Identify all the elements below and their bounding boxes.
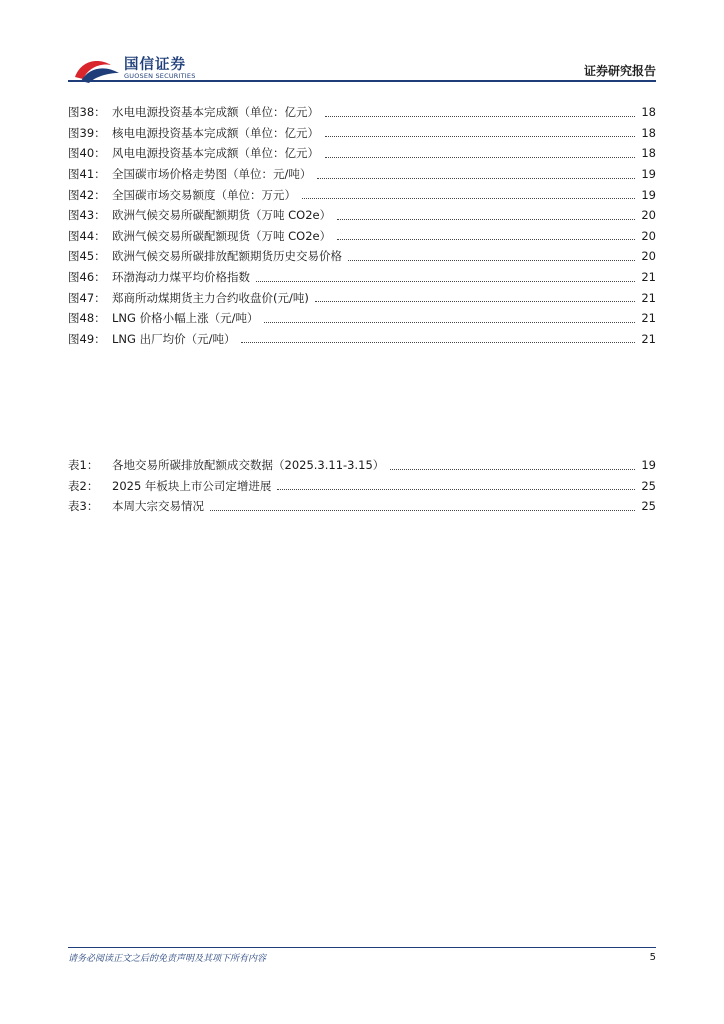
toc-label: 图44：: [68, 228, 106, 243]
toc-leader: [325, 135, 635, 137]
toc-entry-fig47[interactable]: [68, 287, 656, 308]
toc-leader: [315, 300, 636, 302]
toc-page-number: 18: [641, 125, 656, 140]
logo-english-name: GUOSEN SECURITIES: [124, 72, 196, 80]
toc-page-number: 20: [641, 249, 656, 264]
toc-leader: [325, 156, 635, 158]
toc-leader: [337, 238, 635, 240]
toc-label: 图49：: [68, 331, 106, 346]
toc-leader: [325, 115, 635, 117]
toc-page-number: 21: [641, 311, 656, 326]
toc-entry-table2[interactable]: [68, 476, 656, 497]
toc-title: 2025 年板块上市公司定增进展: [112, 478, 272, 493]
table-list: [68, 455, 656, 517]
toc-entry-fig45[interactable]: [68, 246, 656, 267]
toc-label: 图47：: [68, 290, 106, 305]
toc-leader: [317, 177, 635, 179]
toc-title: 欧洲气候交易所碳配额期货（万吨 CO2e）: [112, 208, 332, 223]
toc-label: 图46：: [68, 270, 106, 285]
toc-title: 全国碳市场价格走势图（单位：元/吨）: [112, 167, 312, 182]
toc-label: 图38：: [68, 105, 106, 120]
toc-title: LNG 出厂均价（元/吨）: [112, 331, 236, 346]
toc-entry-fig39[interactable]: [68, 123, 656, 144]
logo-chinese-name: 国信证券: [124, 57, 186, 73]
toc-entry-fig46[interactable]: [68, 267, 656, 288]
toc-entry-fig49[interactable]: [68, 329, 656, 350]
toc-title: 核电电源投资基本完成额（单位：亿元）: [112, 125, 319, 140]
toc-entry-table3[interactable]: [68, 496, 656, 517]
toc-title: 环渤海动力煤平均价格指数: [112, 270, 250, 285]
toc-label: 表1：: [68, 458, 99, 473]
toc-page-number: 19: [641, 187, 656, 202]
toc-page-number: 21: [641, 290, 656, 305]
toc-page-number: 21: [641, 270, 656, 285]
toc-title: 欧洲气候交易所碳配额现货（万吨 CO2e）: [112, 228, 332, 243]
toc-leader: [210, 509, 635, 511]
toc-label: 表2：: [68, 478, 99, 493]
toc-entry-fig41[interactable]: [68, 164, 656, 185]
toc-title: 风电电源投资基本完成额（单位：亿元）: [112, 146, 319, 161]
toc-leader: [256, 280, 635, 282]
toc-page-number: 18: [641, 146, 656, 161]
toc-page-number: 19: [641, 167, 656, 182]
report-type-label: 证券研究报告: [583, 64, 656, 78]
toc-label: 表3：: [68, 499, 99, 514]
toc-leader: [390, 468, 635, 470]
toc-label: 图40：: [68, 146, 106, 161]
toc-entry-fig42[interactable]: [68, 184, 656, 205]
toc-page-number: 25: [641, 499, 656, 514]
toc-entry-table1[interactable]: [68, 455, 656, 476]
toc-title: 郑商所动煤期货主力合约收盘价(元/吨): [112, 290, 309, 305]
toc-label: 图43：: [68, 208, 106, 223]
toc-page-number: 21: [641, 331, 656, 346]
toc-page-number: 20: [641, 208, 656, 223]
toc-title: 欧洲气候交易所碳排放配额期货历史交易价格: [112, 249, 342, 264]
toc-leader: [302, 197, 635, 199]
toc-page-number: 20: [641, 228, 656, 243]
toc-entry-fig38[interactable]: [68, 102, 656, 123]
toc-title: 本周大宗交易情况: [112, 499, 204, 514]
page-number: 5: [649, 952, 656, 963]
toc-leader: [348, 259, 635, 261]
toc-title: 水电电源投资基本完成额（单位：亿元）: [112, 105, 319, 120]
toc-title: 全国碳市场交易额度（单位：万元）: [112, 187, 296, 202]
toc-title: LNG 价格小幅上涨（元/吨）: [112, 311, 259, 326]
disclaimer-note: 请务必阅读正文之后的免责声明及其项下所有内容: [68, 954, 267, 964]
toc-page-number: 19: [641, 458, 656, 473]
toc-label: 图48：: [68, 311, 106, 326]
toc-label: 图41：: [68, 167, 106, 182]
toc-entry-fig40[interactable]: [68, 143, 656, 164]
figure-list: [68, 102, 656, 349]
toc-page-number: 25: [641, 478, 656, 493]
toc-leader: [264, 321, 635, 323]
toc-page-number: 18: [641, 105, 656, 120]
toc-leader: [241, 341, 635, 343]
toc-leader: [277, 488, 635, 490]
toc-entry-fig44[interactable]: [68, 226, 656, 247]
footer-divider: [68, 947, 656, 948]
toc-label: 图39：: [68, 125, 106, 140]
header-divider: [68, 80, 656, 82]
toc-title: 各地交易所碳排放配额成交数据（2025.3.11-3.15）: [112, 458, 385, 473]
page-header: [68, 50, 656, 86]
toc-label: 图45：: [68, 249, 106, 264]
toc-entry-fig48[interactable]: [68, 308, 656, 329]
toc-label: 图42：: [68, 187, 106, 202]
toc-leader: [337, 218, 635, 220]
toc-entry-fig43[interactable]: [68, 205, 656, 226]
